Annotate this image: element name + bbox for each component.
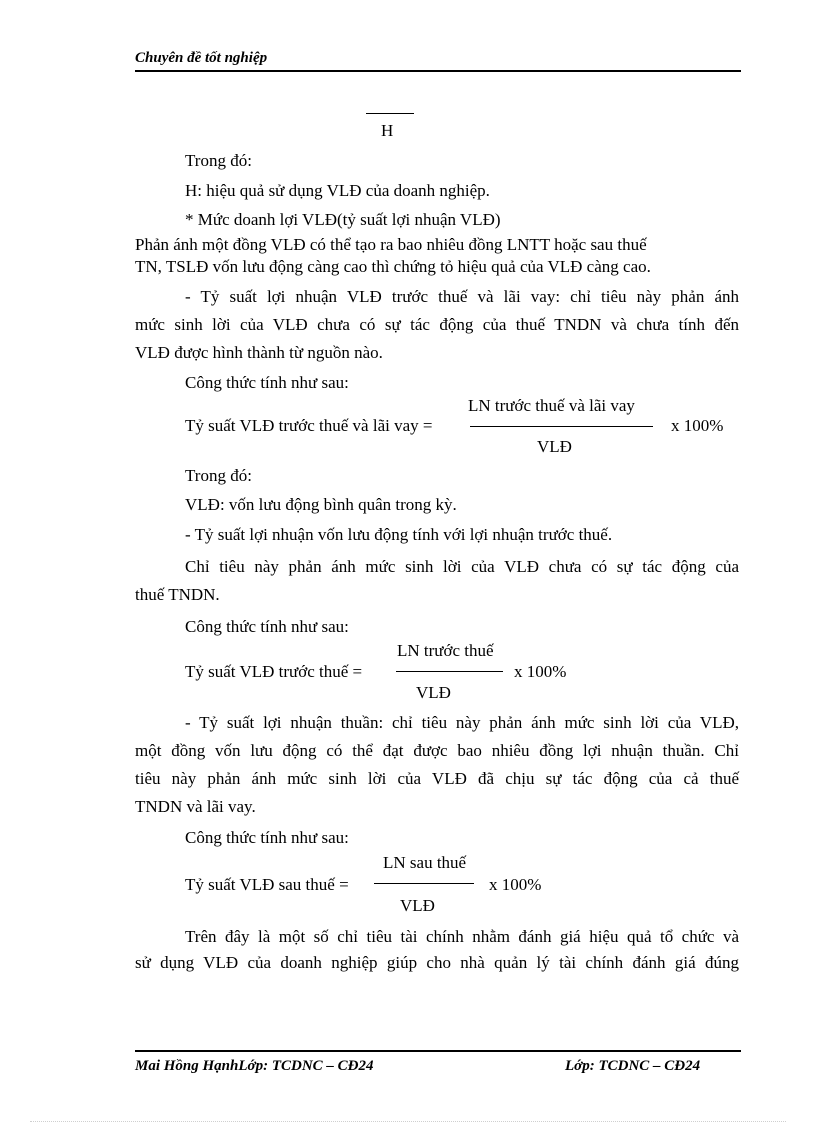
paragraph-line: TN, TSLĐ vốn lưu động càng cao thì chứng tỏ hiệu quả của VLĐ càng cao. (135, 257, 651, 276)
formula-suffix: x 100% (489, 875, 542, 894)
page-footer (135, 1050, 741, 1074)
formula-suffix: x 100% (514, 662, 567, 681)
paragraph-line: Công thức tính như sau: (185, 373, 349, 392)
paragraph-line: VLĐ: vốn lưu động bình quân trong kỳ. (185, 495, 457, 514)
paragraph-line: Phản ánh một đồng VLĐ có thể tạo ra bao nhiêu đồng LNTT hoặc sau thuế (135, 235, 647, 254)
footer-class: Lớp: TCDNC – CĐ24 (565, 1058, 701, 1074)
fraction-line (374, 883, 474, 884)
formula-label: Tỷ suất VLĐ trước thuế = (185, 662, 363, 681)
paragraph-line: - Tỷ suất lợi nhuận thuần: chỉ tiêu này phản ánh mức sinh lời của VLĐ, (185, 713, 739, 732)
paragraph-line: - Tỷ suất lợi nhuận vốn lưu động tính với lợi nhuận trước thuế. (185, 525, 613, 544)
formula-label: Tỷ suất VLĐ trước thuế và lãi vay = (185, 416, 433, 435)
paragraph-line: - Tỷ suất lợi nhuận VLĐ trước thuế và lãi vay: chỉ tiêu này phản ánh (185, 287, 739, 306)
paragraph-line: H: hiệu quả sử dụng VLĐ của doanh nghiệp. (185, 181, 490, 200)
paragraph-line: VLĐ được hình thành từ nguồn nào. (135, 343, 383, 362)
paragraph-line: Công thức tính như sau: (185, 617, 349, 636)
fraction-line (470, 426, 653, 427)
paragraph-line: Trong đó: (185, 466, 252, 485)
paragraph-line: mức sinh lời của VLĐ chưa có sự tác động của thuế TNDN và chưa tính đến (135, 315, 739, 334)
formula-numerator: LN trước thuế (397, 641, 494, 660)
paragraph-line: TNDN và lãi vay. (135, 797, 256, 816)
paragraph-line: sử dụng VLĐ của doanh nghiệp giúp cho nhà quản lý tài chính đánh giá đúng (135, 953, 739, 972)
formula-numerator: LN sau thuế (383, 853, 467, 872)
formula-denominator: VLĐ (400, 896, 435, 915)
page-header (135, 48, 741, 72)
formula-denominator: H (381, 121, 394, 140)
paragraph-line: Trên đây là một số chỉ tiêu tài chính nhằm đánh giá hiệu quả tổ chức và (185, 927, 739, 946)
paragraph-line: * Mức doanh lợi VLĐ(tỷ suất lợi nhuận VLĐ) (185, 210, 501, 229)
formula-denominator: VLĐ (537, 437, 572, 456)
paragraph-line: Trong đó: (185, 151, 252, 170)
fraction-line (366, 113, 414, 114)
paragraph-line: tiêu này phản ánh mức sinh lời của VLĐ đã chịu sự tác động của cả thuế (135, 769, 739, 788)
fraction-line (396, 671, 503, 672)
formula-label: Tỷ suất VLĐ sau thuế = (185, 875, 349, 894)
paragraph-line: Công thức tính như sau: (185, 828, 349, 847)
header-title: Chuyên đề tốt nghiệp (135, 50, 268, 66)
formula-numerator: LN trước thuế và lãi vay (468, 396, 635, 415)
formula-denominator: VLĐ (416, 683, 451, 702)
paragraph-line: một đồng vốn lưu động có thể đạt được bao nhiêu đồng lợi nhuận thuần. Chỉ (135, 741, 739, 760)
footer-author: Mai Hồng HạnhLớp: TCDNC – CĐ24 (135, 1058, 374, 1074)
formula-suffix: x 100% (671, 416, 724, 435)
paragraph-line: thuế TNDN. (135, 585, 220, 604)
page-edge-divider (30, 1121, 786, 1122)
paragraph-line: Chỉ tiêu này phản ánh mức sinh lời của VLĐ chưa có sự tác động của (185, 557, 739, 576)
